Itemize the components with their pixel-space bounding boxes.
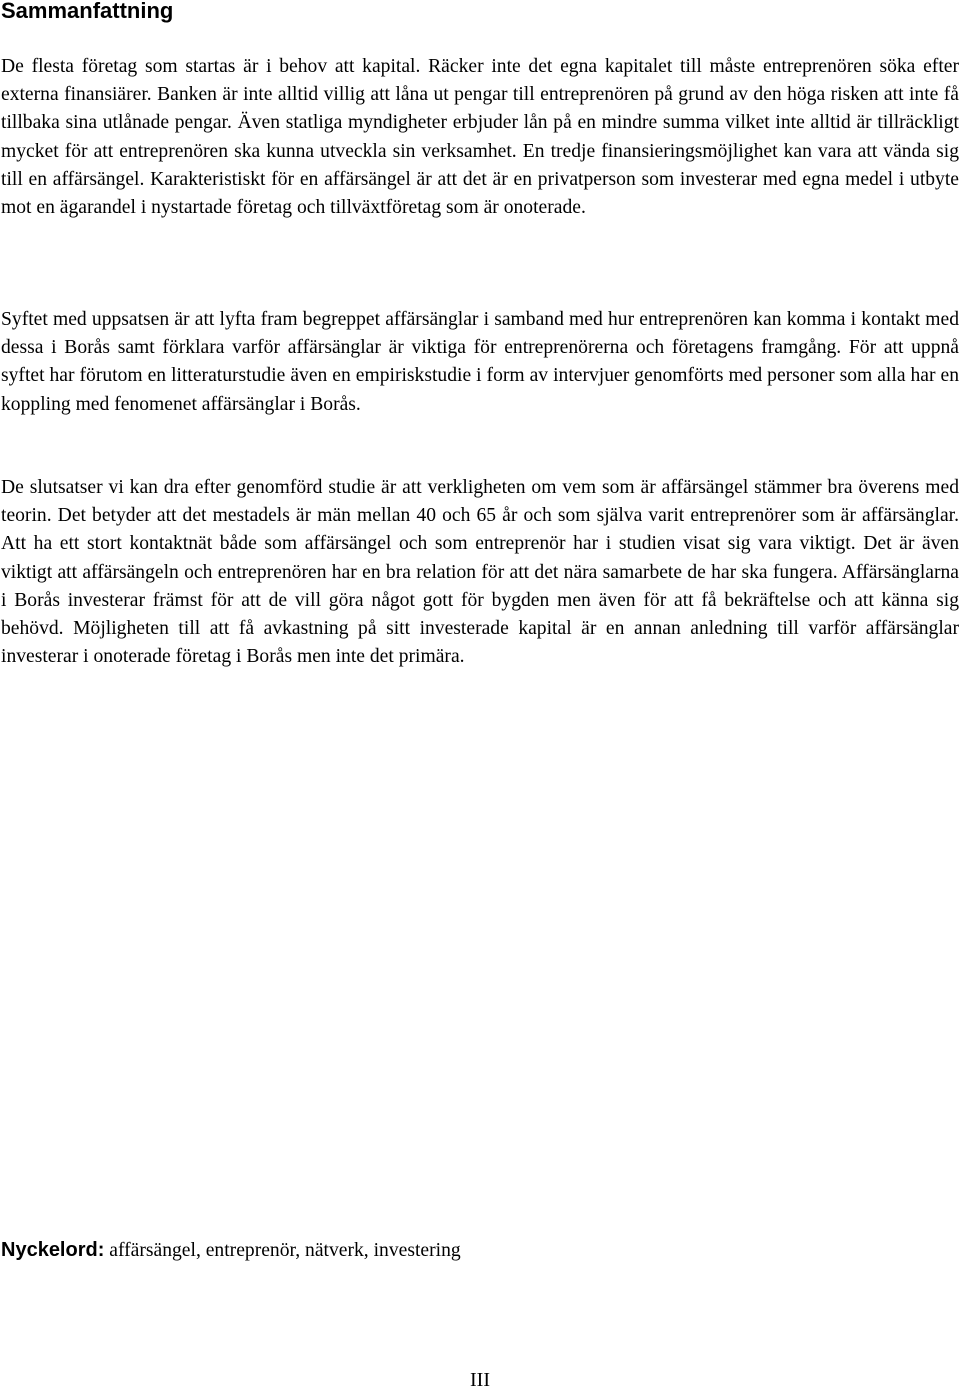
summary-paragraph-2: Syftet med uppsatsen är att lyfta fram begreppet affärsänglar i samband med hur entreprenören kan komma i kontakt med dessa i Borås samt förklara varför affärsänglar är viktiga för entreprenörerna och företagens framgång. För att uppnå syftet har förutom en litteraturstudie även en empiriskstudie i form av intervjuer genomförts med personer som alla har en koppling med fenomenet affärsänglar i Borås.	[1, 309, 959, 415]
keywords-line	[1, 1236, 461, 1265]
summary-paragraph-3: De slutsatser vi kan dra efter genomförd studie är att verkligheten om vem som är affärsängel stämmer bra överens med teorin. Det betyder att det mestadels är män mellan 40 och 65 år och som själva varit entreprenörer som är affärsänglar. Att ha ett stort kontaktnät både som affärsängel och som entreprenör har i studien visat sig vara viktigt. Det är även viktigt att affärsängeln och entreprenören har en bra relation för att det nära samarbete de har ska fungera. Affärsänglarna i Borås investerar främst för att de vill göra något gott för bygden men även för att få bekräftelse och att känna sig behövd. Möjligheten till att få avkastning på sitt investerade kapital är en annan anledning till varför affärsänglar investerar i onoterade företag i Borås men inte det primära.	[1, 477, 959, 668]
keywords-list: affärsängel, entreprenör, nätverk, investering	[104, 1240, 461, 1261]
summary-paragraph-1: De flesta företag som startas är i behov att kapital. Räcker inte det egna kapitalet till måste entreprenören söka efter externa finansiärer. Banken är inte alltid villig att låna ut pengar till entreprenören på grund av den höga risken att inte få tillbaka sina utlånade pengar. Även statliga myndigheter erbjuder lån på en mindre summa vilket inte alltid är tillräckligt mycket för att entreprenören ska kunna utveckla sin verksamhet. En tredje finansieringsmöjlighet kan vara att vända sig till en affärsängel. Karakteristiskt för en affärsängel är att det är en privatperson som investerar med egna medel i utbyte mot en ägarandel i nystartade företag och tillväxtföretag som är onoterade.	[1, 56, 959, 219]
keywords-label: Nyckelord:	[1, 1239, 105, 1261]
page-title: Sammanfattning	[1, 0, 174, 23]
page-number: III	[470, 1369, 490, 1391]
